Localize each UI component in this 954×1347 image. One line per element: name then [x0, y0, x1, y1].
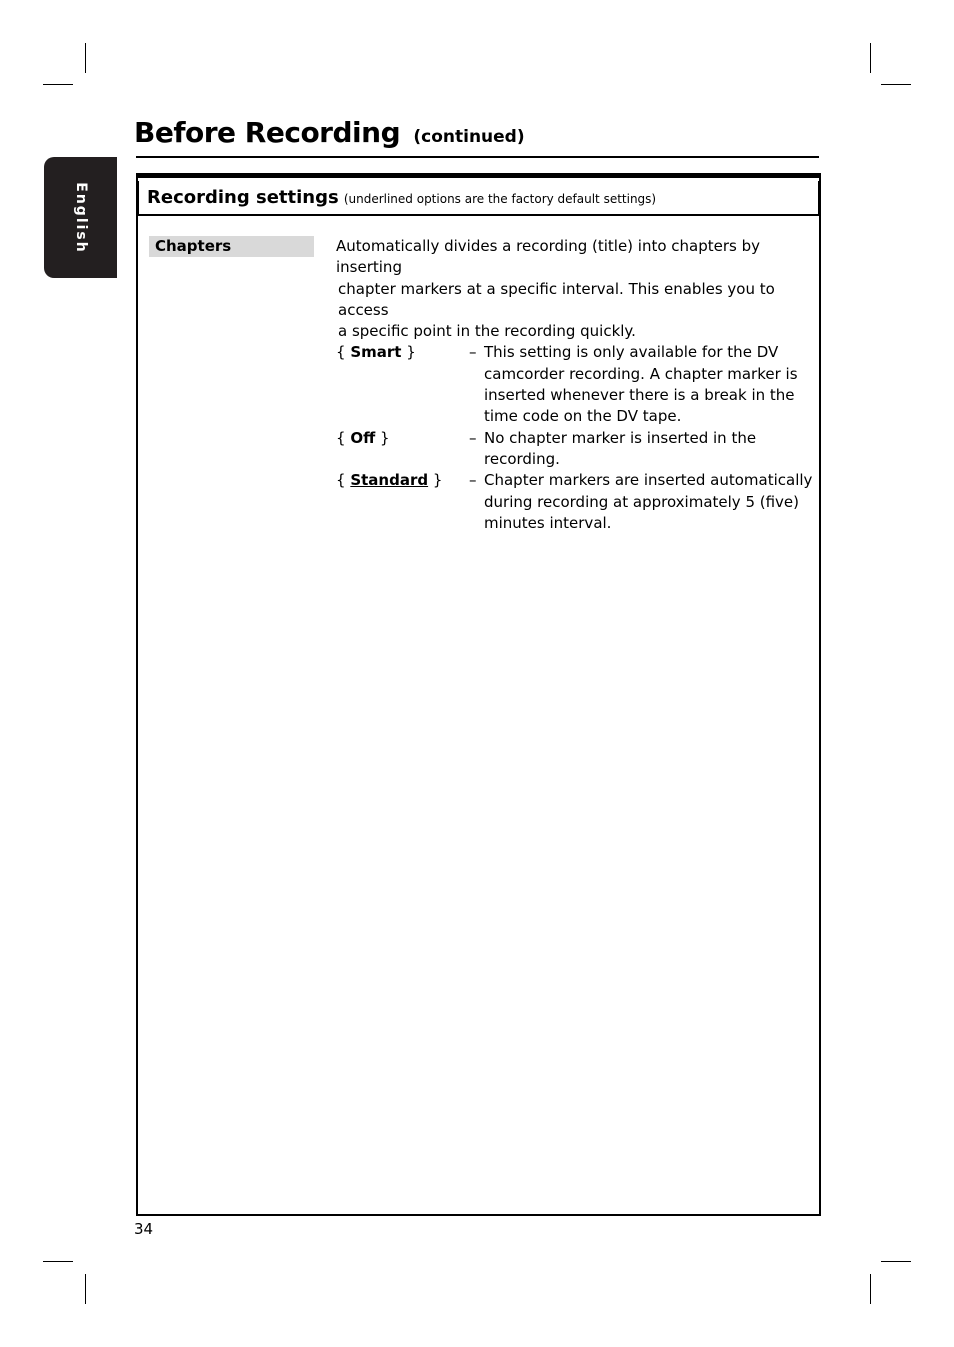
- option-key: { Standard }: [336, 471, 443, 490]
- option-name: Smart: [350, 343, 402, 362]
- option-smart: [336, 342, 816, 427]
- crop-mark: [43, 84, 73, 85]
- option-off: [336, 428, 816, 471]
- crop-mark: [870, 43, 871, 73]
- language-tab-label: English: [72, 182, 89, 254]
- section-divider: [138, 215, 819, 216]
- title-rule: [136, 156, 819, 158]
- option-dash: –: [469, 343, 477, 362]
- option-dash: –: [469, 428, 477, 447]
- option-dash: –: [469, 471, 477, 490]
- option-name-default: Standard: [350, 471, 429, 490]
- option-key: { Smart }: [336, 343, 416, 362]
- option-description: This setting is only available for the DV camcorder recording. A chapter marker is inserted whenever there is a break in the time code on the DV tape.: [484, 343, 798, 426]
- description-intro: [336, 236, 816, 342]
- page-title-text: Before Recording: [134, 116, 401, 149]
- page-number: 34: [134, 1220, 154, 1238]
- page-title: [134, 116, 525, 149]
- page-title-suffix: (continued): [413, 127, 525, 147]
- description-line: chapter markers at a specific interval. This enables you to access: [338, 279, 775, 319]
- settings-frame: [136, 173, 821, 1216]
- option-description: No chapter marker is inserted in the recording.: [484, 428, 757, 468]
- option-name: Off: [350, 428, 376, 447]
- crop-mark: [85, 43, 86, 73]
- description-line: a specific point in the recording quickly.: [338, 322, 636, 341]
- setting-label-box: [149, 236, 314, 257]
- option-standard: [336, 470, 816, 534]
- crop-mark: [881, 84, 911, 85]
- section-title: Recording settings: [147, 187, 339, 208]
- language-tab: [44, 157, 117, 278]
- section-title-line: [147, 187, 656, 208]
- crop-mark: [85, 1274, 86, 1304]
- setting-description: [336, 236, 816, 534]
- description-line: Automatically divides a recording (title) into chapters by inserting: [336, 237, 761, 277]
- option-description: Chapter markers are inserted automatically during recording at approximately 5 (five) minutes interval.: [484, 471, 813, 532]
- section-note: (underlined options are the factory default settings): [343, 192, 657, 206]
- section-header: [138, 181, 819, 215]
- setting-label: Chapters: [155, 237, 232, 255]
- crop-mark: [881, 1261, 911, 1262]
- crop-mark: [43, 1261, 73, 1262]
- crop-mark: [870, 1274, 871, 1304]
- option-key: { Off }: [336, 428, 390, 447]
